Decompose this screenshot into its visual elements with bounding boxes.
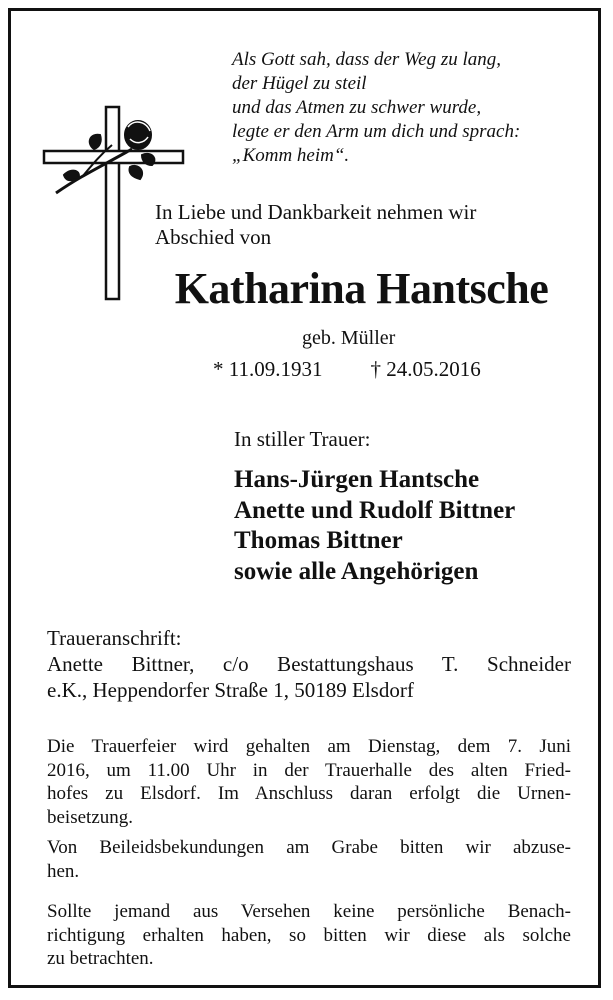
mourner-name: sowie alle Angehörigen bbox=[234, 557, 479, 585]
mourner-name: Hans-Jürgen Hantsche bbox=[234, 466, 480, 493]
mourner-name: Anette und Rudolf Bittner bbox=[234, 496, 516, 524]
paragraph-line: beisetzung. bbox=[47, 806, 134, 828]
address-line: e.K., Heppendorfer Straße 1, 50189 Elsdorf bbox=[47, 678, 414, 702]
mourning-address bbox=[47, 625, 571, 703]
address-label: Traueranschrift: bbox=[47, 626, 182, 650]
paragraph-line: zu betrachten. bbox=[47, 948, 154, 969]
poem-line: legte er den Arm um dich und sprach: bbox=[232, 121, 521, 142]
paragraph-line: Die Trauerfeier wird gehalten am Dienstag, dem 7. Juni bbox=[47, 736, 571, 757]
life-dates bbox=[213, 356, 481, 382]
address-line: Anette Bittner, c/o Bestattungshaus T. Schneider bbox=[47, 652, 571, 676]
birth-date: * 11.09.1931 bbox=[213, 357, 323, 381]
mourners-list bbox=[234, 465, 515, 587]
paragraph-line: hofes zu Elsdorf. Im Anschluss daran erfolgt die Urnen- bbox=[47, 783, 571, 804]
poem-line: „Komm heim“. bbox=[232, 145, 350, 166]
paragraph-line: richtigung erhalten haben, so bitten wir diese als solche bbox=[47, 924, 571, 946]
intro-line: Abschied von bbox=[155, 225, 272, 249]
poem bbox=[232, 48, 592, 168]
paragraph-line: hen. bbox=[47, 860, 80, 882]
birth-name: geb. Müller bbox=[302, 327, 396, 349]
paragraph-line: 2016, um 11.00 Uhr in der Trauerhalle des alten Fried- bbox=[47, 759, 571, 781]
poem-line: Als Gott sah, dass der Weg zu lang, bbox=[232, 49, 502, 70]
intro-line: In Liebe und Dankbarkeit nehmen wir bbox=[155, 200, 477, 224]
funeral-info-paragraph bbox=[47, 735, 571, 829]
paragraph-line: Von Beileidsbekundungen am Grabe bitten wir abzuse- bbox=[47, 837, 571, 858]
poem-line: der Hügel zu steil bbox=[232, 73, 367, 94]
intro-text bbox=[155, 200, 575, 250]
mourner-name: Thomas Bittner bbox=[234, 527, 403, 554]
poem-line: und das Atmen zu schwer wurde, bbox=[232, 97, 482, 118]
deceased-name: Katharina Hantsche bbox=[174, 264, 549, 313]
death-date: † 24.05.2016 bbox=[370, 357, 481, 381]
paragraph-line: Sollte jemand aus Versehen keine persönliche Benach- bbox=[47, 901, 571, 922]
notification-paragraph bbox=[47, 900, 571, 971]
condolence-paragraph bbox=[47, 836, 571, 883]
mourners-label: In stiller Trauer: bbox=[234, 427, 371, 451]
